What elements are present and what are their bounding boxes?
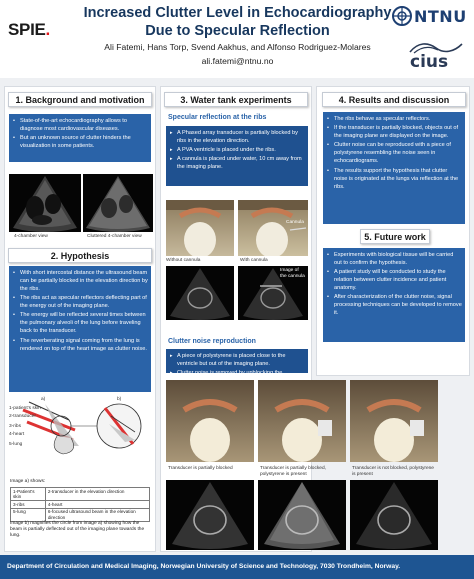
ultrasound-fan-icon bbox=[166, 480, 254, 550]
list-item: • If the transducer is partially blocked, objects out of the imaging plane are displayed on the image. bbox=[326, 124, 462, 140]
diagram-label: 3-ribs bbox=[9, 424, 21, 429]
table-row bbox=[11, 488, 150, 501]
poster-header bbox=[0, 0, 474, 78]
list-item: ▸ A Phased array transducer is partially blocked by ribs in the elevation direction. bbox=[169, 129, 305, 145]
diagram-label: 1-patient's skin bbox=[9, 406, 41, 411]
list-item: • The energy will be reflected several times between the pulmonary alveoli of the lung before traveling back to the transducer. bbox=[12, 311, 148, 335]
results-bullets bbox=[323, 112, 465, 224]
list-item: • The results support the hypothesis that clutter noise is originated at the lungs via reflection at the ribs. bbox=[326, 167, 462, 191]
future-title: 5. Future work bbox=[360, 229, 430, 244]
list-item: • State-of-the-art echocardiography allows to diagnose most cardiovascular diseases. bbox=[12, 117, 148, 133]
experiments-title: 3. Water tank experiments bbox=[164, 92, 308, 107]
four-chamber-image bbox=[9, 174, 81, 232]
hypothesis-title: 2. Hypothesis bbox=[8, 248, 152, 263]
table-cell: 2-transducer in the elevation direction bbox=[45, 488, 149, 501]
hypothesis-diagram bbox=[9, 396, 151, 458]
contact-email: ali.fatemi@ntnu.no bbox=[201, 56, 274, 66]
specular-bullets bbox=[166, 126, 308, 186]
table-cell: 5-lung bbox=[11, 508, 46, 521]
clutter-caption: Transducer is partially blocked, polystyrene is present bbox=[260, 466, 326, 477]
cannula-image-label: Image of the cannula bbox=[280, 268, 305, 279]
ventricle-phantom-icon bbox=[166, 200, 234, 256]
table-row bbox=[11, 501, 150, 509]
ultrasound-fan-icon bbox=[9, 174, 81, 232]
clutter-ultrasound-1 bbox=[166, 480, 254, 550]
list-item: • The reverberating signal coming from the lung is rendered on top of the heart image as clutter noise. bbox=[12, 337, 148, 353]
ultrasound-fan-icon bbox=[350, 480, 438, 550]
ultrasound-fan-icon bbox=[166, 266, 234, 320]
clutter-ultrasound-3 bbox=[350, 480, 438, 550]
clutter-subheading: Clutter noise reproduction bbox=[168, 338, 256, 345]
table-cell: 4-heart bbox=[45, 501, 149, 509]
figure-label-a: a) bbox=[41, 397, 46, 402]
legend-outro: Image b) magnifies the circle from image a) showing how the beam is partially deflected out of the imaging plane towards the lung. bbox=[10, 521, 145, 538]
list-item: • The ribs behave as specular reflectors. bbox=[326, 115, 462, 123]
clutter-caption: Transducer is partially blocked bbox=[168, 466, 233, 471]
clutter-bullets bbox=[166, 349, 308, 377]
tank-photo-without-cannula bbox=[166, 200, 234, 256]
list-item: • A patient study will be conducted to study the relation between clutter incidence and patient anatomy. bbox=[326, 268, 462, 292]
cluttered-four-chamber-image bbox=[83, 174, 153, 232]
ventricle-phantom-icon bbox=[258, 380, 346, 462]
results-title: 4. Results and discussion bbox=[322, 92, 466, 107]
list-item: ▸ A PVA ventricle is placed under the ribs. bbox=[169, 146, 305, 154]
cius-logo: cius bbox=[404, 38, 468, 72]
list-item: ▸ A cannula is placed under water, 10 cm away from the imaging plane. bbox=[169, 155, 305, 171]
hypothesis-bullets bbox=[9, 266, 151, 392]
ultrasound-with-cannula bbox=[238, 266, 308, 320]
diagram-label: 2-transducer bbox=[9, 414, 36, 419]
list-item: • But an unknown source of clutter hinders the visualization in some patients. bbox=[12, 134, 148, 150]
spie-logo: SPIE. bbox=[8, 20, 50, 39]
ultrasound-without-cannula bbox=[166, 266, 234, 320]
diagram-label: 5-lung bbox=[9, 442, 23, 447]
list-item: • The ribs act as specular reflectors deflecting part of the energy out of the imaging plane. bbox=[12, 294, 148, 310]
clutter-caption: Transducer is not blocked, polystyrene is present bbox=[352, 466, 434, 477]
list-item: • Clutter noise can be reproduced with a piece of polystyrene resembling the noise seen in echocardiograms. bbox=[326, 141, 462, 165]
table-cell: 1-Patient's skin bbox=[11, 488, 46, 501]
ventricle-phantom-icon bbox=[238, 200, 308, 256]
poster-footer: Department of Circulation and Medical Imaging, Norwegian University of Science and Technology, 7030 Trondheim, Norway. bbox=[0, 555, 474, 579]
tank-photo-with-cannula bbox=[238, 200, 308, 256]
list-item: • With short intercostal distance the ultrasound beam can be partially blocked in the elevation direction by the ribs. bbox=[12, 269, 148, 293]
list-item: ▸ A piece of polystyrene is placed close to the ventricle but out of the imaging plane. bbox=[169, 352, 305, 368]
list-item: • Experiments with biological tissue will be carried out to confirm the hypothesis. bbox=[326, 251, 462, 267]
table-cell: 3-ribs bbox=[11, 501, 46, 509]
list-item: ▸ Clutter noise is removed by unblocking the bbox=[169, 369, 305, 385]
legend-table bbox=[10, 487, 150, 522]
photo-caption: With cannula bbox=[240, 258, 268, 263]
ventricle-phantom-icon bbox=[350, 380, 438, 462]
specular-subheading: Specular reflection at the ribs bbox=[168, 114, 267, 121]
poster-title: Increased Clutter Level in Echocardiography Due to Specular Reflection bbox=[83, 5, 392, 39]
clutter-photo-3 bbox=[350, 380, 438, 462]
background-bullets bbox=[9, 114, 151, 162]
figure-label-b: b) bbox=[117, 397, 122, 402]
future-bullets bbox=[323, 248, 465, 342]
clutter-ultrasound-2 bbox=[258, 480, 346, 550]
background-title: 1. Background and motivation bbox=[8, 92, 152, 107]
ultrasound-fan-icon bbox=[258, 480, 346, 550]
list-item: • After characterization of the clutter noise, signal processing techniques can be developed to remove it. bbox=[326, 293, 462, 317]
clutter-photo-1 bbox=[166, 380, 254, 462]
ventricle-phantom-icon bbox=[166, 380, 254, 462]
ntnu-emblem-icon bbox=[392, 5, 412, 27]
ultrasound-fan-icon bbox=[83, 174, 153, 232]
image-caption: Cluttered 4-chamber view bbox=[87, 234, 142, 239]
table-cell: 6-focused ultrasound beam in the elevation direction bbox=[45, 508, 149, 521]
table-row bbox=[11, 508, 150, 521]
photo-caption: Without cannula bbox=[166, 258, 201, 263]
ntnu-logo: NTNU bbox=[392, 5, 472, 29]
cannula-label: Cannula bbox=[286, 220, 304, 225]
clutter-photo-2 bbox=[258, 380, 346, 462]
legend-intro: Image a) shows: bbox=[10, 479, 46, 484]
author-list: Ali Fatemi, Hans Torp, Svend Aakhus, and Alfonso Rodriguez-Molares bbox=[104, 42, 371, 52]
image-caption: 4-chamber view bbox=[14, 234, 48, 239]
diagram-label: 4-heart bbox=[9, 432, 25, 437]
